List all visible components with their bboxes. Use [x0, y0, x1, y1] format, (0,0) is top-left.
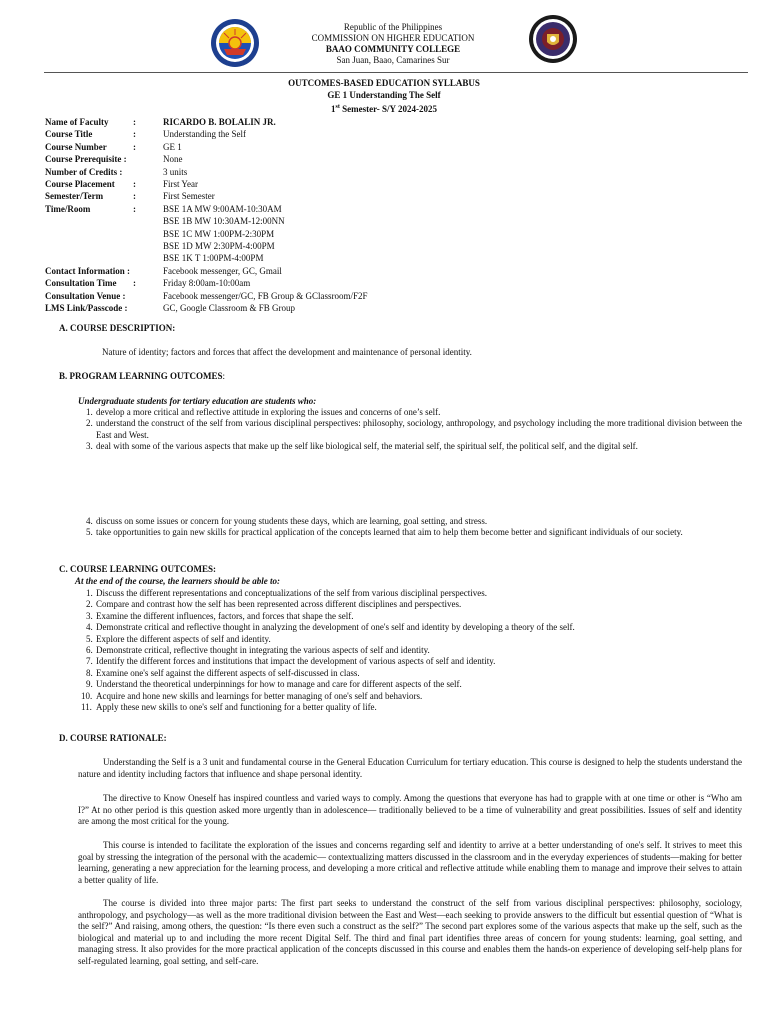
list-item-text: discuss on some issues or concern for young students these days, which are learning, goal setting, and stress.	[96, 516, 488, 526]
info-label: Number of Credits :	[45, 166, 123, 177]
list-item: 4. Demonstrate critical and reflective thought in analyzing the development of one's self and identity by developing a theory of the self.	[86, 622, 575, 633]
info-row-contact	[45, 265, 368, 277]
section-b-title: B. PROGRAM LEARNING OUTCOMES	[59, 371, 223, 381]
prereq-value: None	[163, 154, 183, 165]
info-label: Consultation Venue :	[45, 290, 126, 301]
list-item: 2. Compare and contrast how the self has been represented across different disciplines and perspectives.	[86, 599, 462, 610]
list-item-text: Demonstrate critical and reflective thought in analyzing the development of one's self and identity by developing a theory of the self.	[96, 622, 575, 633]
list-item-text: deal with some of the various aspects that make up the self like biological self, the material self, the spiritual self, the political self, and the digital self.	[96, 441, 638, 452]
semester-value: First Semester	[163, 191, 215, 202]
college-name: BAAO COMMUNITY COLLEGE	[325, 44, 461, 54]
info-label: Course Placement	[45, 179, 115, 190]
info-row-time	[45, 240, 368, 252]
commission-line: COMMISSION ON HIGHER EDUCATION	[311, 33, 475, 43]
program-outcomes-list-1	[78, 407, 742, 453]
info-label: Semester/Term	[45, 191, 104, 202]
college-seal-icon	[528, 14, 578, 64]
info-row-placement	[45, 178, 368, 190]
section-b-colon: :	[222, 371, 226, 381]
info-row-consult-venue	[45, 290, 368, 302]
course-outcomes-intro: At the end of the course, the learners should be able to:	[75, 576, 281, 586]
list-item-text: understand the construct of the self from various disciplinal perspectives: philosophy, sociology, anthropology, and psychology including the more traditional division between the East and West.	[96, 418, 742, 440]
list-item: 4. discuss on some issues or concern for young students these days, which are learning, goal setting, and stress.	[86, 516, 488, 526]
list-item-text: Compare and contrast how the self has been represented across different disciplines and perspectives.	[96, 599, 462, 610]
consult-venue-value: Facebook messenger/GC, FB Group & GClassroom/F2F	[163, 290, 368, 301]
semester-number: 1	[331, 104, 336, 114]
list-item: 3. deal with some of the various aspects that make up the self like biological self, the material self, the spiritual self, the political self, and the digital self.	[86, 441, 638, 452]
schedule-value: BSE 1C MW 1:00PM-2:30PM	[163, 228, 275, 239]
list-item: 8. Examine one's self against the different aspects of self-discussed in class.	[86, 667, 360, 678]
placement-value: First Year	[163, 179, 199, 190]
list-item: 3. Examine the different influences, factors, and forces that shape the self.	[86, 610, 354, 621]
info-colon: :	[133, 191, 136, 202]
document-header	[0, 14, 768, 74]
list-item: 5. Explore the different aspects of self and identity.	[86, 633, 271, 644]
course-title-line: GE 1 Understanding The Self	[327, 90, 441, 100]
contact-value: Facebook messenger, GC, Gmail	[163, 265, 282, 276]
info-row-prereq	[45, 153, 368, 165]
info-label: Contact Information :	[45, 265, 130, 276]
list-item: 1. develop a more critical and reflective attitude in exploring the issues and concerns of one’s self.	[86, 407, 441, 417]
republic-line: Republic of the Philippines	[343, 22, 443, 32]
course-title-value: Understanding the Self	[163, 129, 246, 140]
course-description-text: Nature of identity; factors and forces that affect the development and maintenance of personal identity.	[102, 347, 472, 357]
info-row-title	[45, 128, 368, 140]
list-item-text: Explore the different aspects of self and identity.	[96, 633, 271, 644]
list-item-text: Examine the different influences, factors, and forces that shape the self.	[96, 610, 354, 621]
lms-value: GC, Google Classroom & FB Group	[163, 303, 296, 314]
list-item-text: take opportunities to gain new skills for practical application of the concepts learned that aim to help them become better and significant individuals of our society.	[96, 527, 683, 538]
info-row-credits	[45, 166, 368, 178]
syllabus-title	[0, 77, 768, 115]
list-item: 10. Acquire and hone new skills and learnings for better managing of one's self and behaviors.	[81, 690, 423, 701]
list-item: 7. Identify the different forces and institutions that impact the development of various aspects of self and identity.	[86, 656, 496, 667]
list-item: 1. Discuss the different representations and conceptualizations of the self from various disciplinal perspectives.	[86, 588, 487, 598]
info-row-time	[45, 215, 368, 227]
info-label: Course Number	[45, 141, 107, 152]
info-row-time	[45, 203, 368, 215]
section-b-heading	[59, 371, 225, 383]
info-row-time	[45, 252, 368, 264]
list-item-text: Acquire and hone new skills and learnings for better managing of one's self and behaviors.	[96, 690, 423, 701]
semester-text: Semester- S/Y 2024-2025	[339, 104, 437, 114]
info-colon: :	[133, 141, 136, 152]
consult-time-value: Friday 8:00am-10:00am	[163, 278, 251, 289]
program-outcomes-intro: Undergraduate students for tertiary education are students who:	[78, 396, 317, 406]
syllabus-title-line: OUTCOMES-BASED EDUCATION SYLLABUS	[288, 78, 480, 88]
rationale-paragraph-3: This course is intended to facilitate the exploration of the issues and concerns regarding self and identity to arrive at a better understanding of one's self. It strives to meet this goal by stressing the integration of the personal with the academic— contextualizing matters discussed in the classroom and in the everyday experiences of students—making for better learning, generating a new appreciation for the learning process, and developing a more critical and reflective attitude while enabling them to manage and improve their selves to attain a better quality of life.	[78, 840, 742, 885]
course-info-table	[45, 116, 368, 315]
section-a-heading: A. COURSE DESCRIPTION:	[59, 323, 176, 333]
info-colon: :	[133, 117, 136, 127]
info-row-consult-time	[45, 277, 368, 289]
faculty-name: RICARDO B. BOLALIN JR.	[163, 117, 276, 127]
info-label: LMS Link/Passcode :	[45, 303, 128, 314]
list-item: 11. Apply these new skills to one's self and functioning for a better quality of life.	[81, 702, 377, 713]
list-item: 5. take opportunities to gain new skills for practical application of the concepts learned that aim to help them become better and significant individuals of our society.	[86, 527, 683, 538]
info-row-lms	[45, 302, 368, 314]
header-divider	[44, 72, 748, 73]
institution-heading	[270, 22, 516, 66]
info-colon: :	[133, 129, 136, 140]
credits-value: 3 units	[163, 166, 188, 177]
rationale-paragraph-1: Understanding the Self is a 3 unit and fundamental course in the General Education Curriculum for tertiary education. This course is designed to help the students understand the nature and identity including factors that influence and shape personal identity.	[78, 757, 742, 779]
section-c-heading: C. COURSE LEARNING OUTCOMES:	[59, 564, 217, 574]
semester-line	[0, 101, 768, 115]
info-label: Consultation Time	[45, 278, 117, 289]
info-row-semester	[45, 190, 368, 202]
info-row-time	[45, 228, 368, 240]
schedule-value: BSE 1A MW 9:00AM-10:30AM	[163, 203, 282, 214]
info-colon: :	[133, 179, 136, 190]
rationale-paragraph-4: The course is divided into three major parts: The first part seeks to understand the construct of the self from various disciplinal perspectives: philosophy, sociology, anthropology, and psychology—as well as the more traditional division between the East and West—each seeking to provide answers to the difficult but essential question of “What is the self?” And raising, among others, the question: “Is there even such a construct as the self?” The second part explores some of the various aspects that make up the self, such as the biological and material up to and including the more recent Digital Self. The third and final part identifies three areas of concern for young students: learning, goal setting, and managing stress. It also provides for the more practical application of the concepts discussed in this course and enables them the hands-on experience of developing self-help plans for self-regulated learning, goal setting, and self-care.	[78, 898, 742, 966]
info-label: Course Title	[45, 129, 93, 140]
list-item-text: Apply these new skills to one's self and functioning for a better quality of life.	[96, 702, 377, 713]
info-label: Course Prerequisite :	[45, 154, 127, 165]
rationale-paragraph-2: The directive to Know Oneself has inspired countless and varied ways to comply. Among the questions that everyone has had to grapple with at one time or other is “Who am I?” At no other period is this question asked more urgently than in adolescence— traditionally believed to be a time of vulnerability and great possibilities. Issues of self and identity are among the most critical for the young.	[78, 793, 742, 826]
schedule-value: BSE 1D MW 2:30PM-4:00PM	[163, 241, 275, 252]
course-outcomes-list	[78, 588, 742, 713]
program-outcomes-list-2	[78, 516, 742, 539]
info-row-faculty	[45, 116, 368, 128]
college-address: San Juan, Baao, Camarines Sur	[336, 55, 450, 65]
list-item-text: Demonstrate critical, reflective thought in integrating the various aspects of self and identity.	[96, 645, 430, 656]
info-label: Name of Faculty	[45, 117, 109, 127]
ched-seal-icon	[210, 18, 260, 68]
schedule-value: BSE 1K T 1:00PM-4:00PM	[163, 253, 264, 264]
course-number-value: GE 1	[163, 141, 182, 152]
list-item-text: Understand the theoretical underpinnings for how to manage and care for different aspects of the self.	[96, 679, 462, 690]
semester-suffix: st	[335, 104, 340, 110]
list-item: 9. Understand the theoretical underpinnings for how to manage and care for different aspects of the self.	[86, 679, 462, 690]
section-d-heading: D. COURSE RATIONALE:	[59, 733, 167, 743]
list-item-text: Examine one's self against the different aspects of self-discussed in class.	[96, 667, 360, 678]
info-colon: :	[133, 203, 136, 214]
list-item: 2. understand the construct of the self from various disciplinal perspectives: philosophy, sociology, anthropology, and psychology including the more traditional division between the East and West.	[86, 418, 742, 440]
list-item-text: Identify the different forces and institutions that impact the development of various aspects of self and identity.	[96, 656, 496, 667]
info-colon: :	[133, 278, 136, 289]
list-item-text: Discuss the different representations and conceptualizations of the self from various disciplinal perspectives.	[96, 588, 487, 598]
list-item: 6. Demonstrate critical, reflective thought in integrating the various aspects of self and identity.	[86, 645, 430, 656]
info-label: Time/Room	[45, 203, 91, 214]
info-row-number	[45, 141, 368, 153]
schedule-value: BSE 1B MW 10:30AM-12:00NN	[163, 216, 285, 227]
list-item-text: develop a more critical and reflective attitude in exploring the issues and concerns of one’s self.	[96, 407, 441, 417]
